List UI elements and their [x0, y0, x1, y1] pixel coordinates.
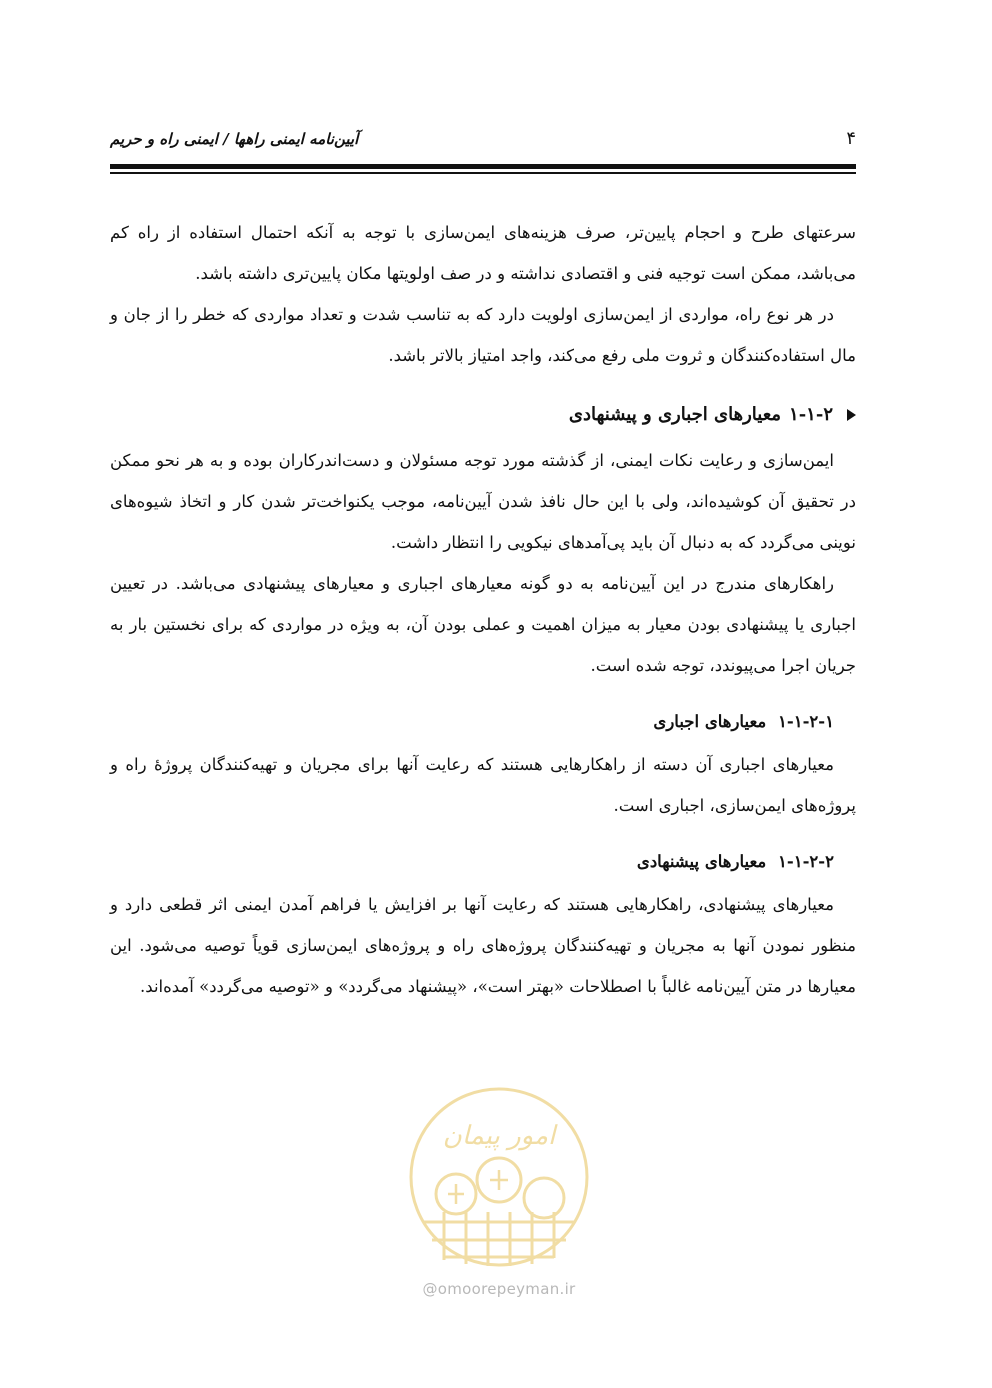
- header-rule-thick: [110, 164, 856, 169]
- header-rule-thin: [110, 172, 856, 174]
- page-number: ۴: [846, 128, 856, 149]
- subsection-number: ۱-۱-۲-۲: [778, 852, 834, 871]
- section-title: معیارهای اجباری و پیشنهادی: [568, 404, 782, 425]
- subsection-number: ۱-۱-۲-۱: [778, 712, 834, 731]
- paragraph: راهکارهای مندرج در این آیین‌نامه به دو گونه معیارهای اجباری و معیارهای پیشنهادی می‌باشد. در تعیین اجباری یا پیشنهادی بودن معیار به میزان اهمیت و عملی بودن آن، به ویژه در مواردی که برای نخستین بار به جریان اجرا می‌پیوندد، توجه شده است.: [110, 574, 856, 675]
- paragraph: ایمن‌سازی و رعایت نکات ایمنی، از گذشته مورد توجه مسئولان و دست‌اندرکاران بوده و به هر نحو ممکن در تحقیق آن کوشیده‌اند، ولی با این حال نافذ شدن آیین‌نامه، موجب یکنواخت‌تر شدن کار و اتخاذ شیوه‌های نوینی می‌گردد که به دنبال آن باید پی‌آمدهای نیکویی را انتظار داشت.: [110, 451, 856, 552]
- subsection-title: معیارهای پیشنهادی: [636, 852, 767, 871]
- watermark-url: @omoorepeyman.ir: [422, 1280, 576, 1298]
- subsection-heading: [110, 706, 856, 738]
- page-content: [110, 212, 856, 1007]
- subsection-title: معیارهای اجباری: [653, 712, 767, 731]
- subsection-heading: [110, 846, 856, 878]
- header-title: آیین‌نامه ایمنی راهها / ایمنی راه و حریم: [110, 130, 359, 148]
- watermark-logo-text: امور پیمان: [442, 1121, 556, 1151]
- watermark-logo: [404, 1082, 594, 1272]
- paragraph: سرعتهای طرح و احجام پایین‌تر، صرف هزینه‌های ایمن‌سازی با توجه به آنکه احتمال استفاده از راه کم می‌باشد، ممکن است توجیه فنی و اقتصادی نداشته و در صف اولویتها مکان پایین‌تری داشته باشد.: [110, 223, 856, 283]
- triangle-bullet-icon: [847, 409, 856, 421]
- paragraph: در هر نوع راه، مواردی از ایمن‌سازی اولویت دارد که به تناسب شدت و تعداد مواردی که خطر را از جان و مال استفاده‌کنندگان و ثروت ملی رفع می‌کند، واجد امتیاز بالاتر باشد.: [110, 305, 856, 365]
- section-heading: [110, 398, 856, 432]
- paragraph: معیارهای پیشنهادی، راهکارهایی هستند که رعایت آنها بر افزایش یا فراهم آمدن ایمنی اثر قطعی دارد و منظور نمودن آنها به مجریان و تهیه‌کنندگان پروژه‌های راه و پروژه‌های ایمن‌سازی قویاً توصیه می‌شود. این معیارها در متن آیین‌نامه غالباً با اصطلاحات «بهتر است»، «پیشنهاد می‌گردد» و «توصیه می‌گردد» آمده‌اند.: [110, 895, 856, 996]
- section-number: ۱-۱-۲: [789, 404, 833, 425]
- page-header: [110, 124, 856, 154]
- paragraph: معیارهای اجباری آن دسته از راهکارهایی هستند که رعایت آنها برای مجریان و تهیه‌کنندگان پروژهٔ راه و پروژه‌های ایمن‌سازی، اجباری است.: [110, 755, 856, 815]
